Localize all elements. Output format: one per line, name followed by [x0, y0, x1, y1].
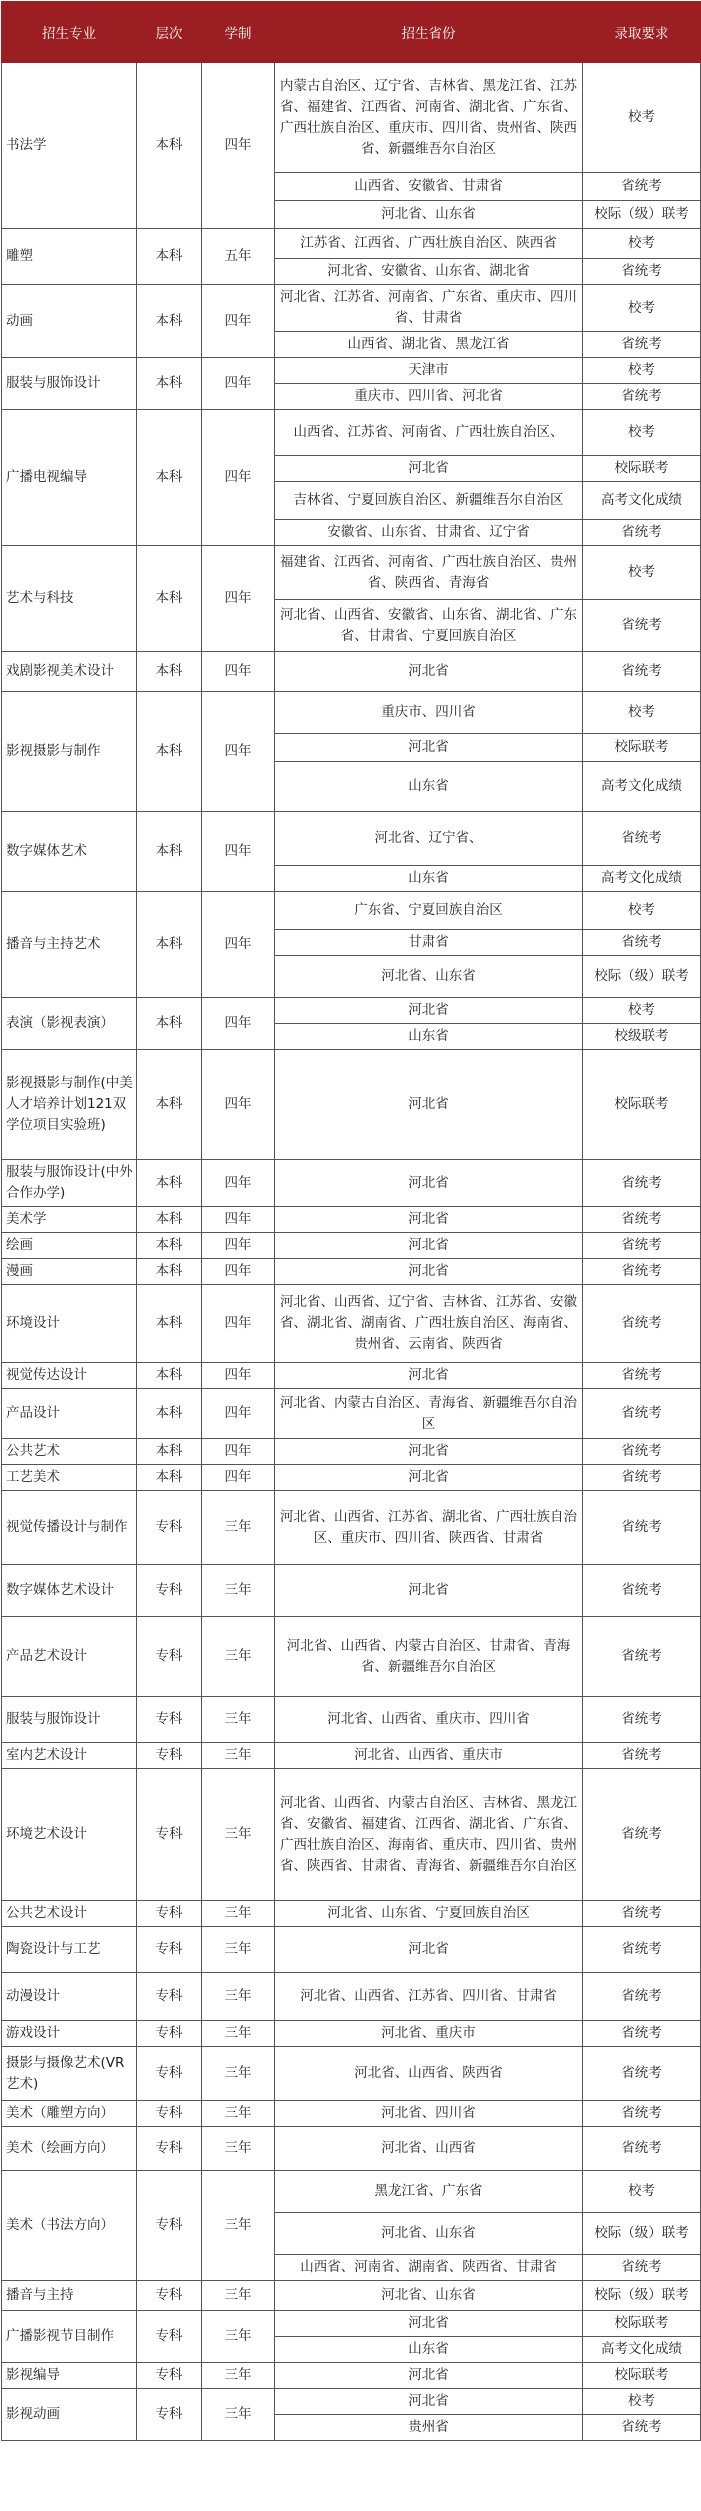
province-cell: 河北省、内蒙古自治区、青海省、新疆维吾尔自治区 [275, 1389, 583, 1439]
province-cell: 河北省 [275, 1259, 583, 1285]
level-cell: 本科 [137, 1050, 202, 1160]
table-row [2, 1769, 701, 1901]
table-row [2, 2127, 701, 2171]
requirement-cell: 省统考 [583, 652, 701, 692]
major-cell: 公共艺术 [2, 1439, 137, 1465]
table-row [2, 892, 701, 930]
province-cell: 河北省、山西省、内蒙古自治区、吉林省、黑龙江省、安徽省、福建省、江西省、湖北省、广东省、广西壮族自治区、海南省、重庆市、四川省、贵州省、陕西省、甘肃省、青海省、新疆维吾尔自治区 [275, 1769, 583, 1901]
province-cell: 贵州省 [275, 2415, 583, 2441]
requirement-cell: 高考文化成绩 [583, 866, 701, 892]
table-row [2, 1233, 701, 1259]
level-cell: 本科 [137, 285, 202, 358]
requirement-cell: 校际联考 [583, 734, 701, 762]
requirement-cell: 省统考 [583, 1927, 701, 1973]
requirement-cell: 校考 [583, 692, 701, 734]
requirement-cell: 省统考 [583, 1901, 701, 1927]
province-cell: 河北省、山西省、重庆市 [275, 1743, 583, 1769]
duration-cell: 四年 [202, 1259, 275, 1285]
table-row [2, 1901, 701, 1927]
province-cell: 山西省、河南省、湖南省、陕西省、甘肃省 [275, 2255, 583, 2281]
table-row [2, 1160, 701, 1207]
major-cell: 服装与服饰设计 [2, 358, 137, 410]
requirement-cell: 省统考 [583, 1389, 701, 1439]
major-cell: 艺术与科技 [2, 546, 137, 652]
duration-cell: 三年 [202, 2363, 275, 2389]
duration-cell: 三年 [202, 2021, 275, 2047]
province-cell: 河北省、山西省、辽宁省、吉林省、江苏省、安徽省、湖北省、湖南省、广西壮族自治区、海南省、贵州省、云南省、陕西省 [275, 1285, 583, 1363]
table-row [2, 1491, 701, 1565]
table-row [2, 1927, 701, 1973]
major-cell: 戏剧影视美术设计 [2, 652, 137, 692]
major-cell: 影视编导 [2, 2363, 137, 2389]
requirement-cell: 校级联考 [583, 1024, 701, 1050]
level-cell: 专科 [137, 1927, 202, 1973]
requirement-cell: 校考 [583, 63, 701, 173]
province-cell: 河北省、安徽省、山东省、湖北省 [275, 259, 583, 285]
duration-cell: 三年 [202, 1769, 275, 1901]
province-cell: 山东省 [275, 2337, 583, 2363]
major-cell: 影视动画 [2, 2389, 137, 2441]
header-provinces: 招生省份 [275, 2, 583, 63]
province-cell: 河北省、山西省、重庆市、四川省 [275, 1697, 583, 1743]
duration-cell: 四年 [202, 1050, 275, 1160]
requirement-cell: 校际联考 [583, 1050, 701, 1160]
province-cell: 河北省、山西省、江苏省、四川省、甘肃省 [275, 1973, 583, 2021]
requirement-cell: 高考文化成绩 [583, 2337, 701, 2363]
header-requirement: 录取要求 [583, 2, 701, 63]
level-cell: 本科 [137, 63, 202, 229]
requirement-cell: 省统考 [583, 1259, 701, 1285]
table-row [2, 2101, 701, 2127]
table-row [2, 1697, 701, 1743]
level-cell: 本科 [137, 1259, 202, 1285]
major-cell: 美术（雕塑方向） [2, 2101, 137, 2127]
header-duration: 学制 [202, 2, 275, 63]
requirement-cell: 校际（级）联考 [583, 2281, 701, 2311]
table-row [2, 2171, 701, 2213]
major-cell: 室内艺术设计 [2, 1743, 137, 1769]
major-cell: 美术学 [2, 1207, 137, 1233]
table-body [2, 63, 701, 2441]
province-cell: 吉林省、宁夏回族自治区、新疆维吾尔自治区 [275, 482, 583, 520]
requirement-cell: 校际联考 [583, 456, 701, 482]
major-cell: 书法学 [2, 63, 137, 229]
level-cell: 专科 [137, 2127, 202, 2171]
province-cell: 河北省、山西省、内蒙古自治区、甘肃省、青海省、新疆维吾尔自治区 [275, 1617, 583, 1697]
table-row [2, 2021, 701, 2047]
duration-cell: 三年 [202, 1491, 275, 1565]
province-cell: 河北省、山东省 [275, 2213, 583, 2255]
requirement-cell: 省统考 [583, 1160, 701, 1207]
province-cell: 河北省 [275, 456, 583, 482]
level-cell: 专科 [137, 2171, 202, 2281]
level-cell: 专科 [137, 1769, 202, 1901]
province-cell: 河北省 [275, 2311, 583, 2337]
duration-cell: 四年 [202, 63, 275, 229]
level-cell: 本科 [137, 1363, 202, 1389]
duration-cell: 三年 [202, 2389, 275, 2441]
requirement-cell: 校考 [583, 229, 701, 259]
major-cell: 广播电视编导 [2, 410, 137, 546]
major-cell: 环境艺术设计 [2, 1769, 137, 1901]
requirement-cell: 省统考 [583, 384, 701, 410]
table-row [2, 812, 701, 866]
requirement-cell: 省统考 [583, 1465, 701, 1491]
table-row [2, 1050, 701, 1160]
table-header-row [2, 2, 701, 63]
province-cell: 山西省、江苏省、河南省、广西壮族自治区、 [275, 410, 583, 456]
requirement-cell: 省统考 [583, 2021, 701, 2047]
requirement-cell: 省统考 [583, 332, 701, 358]
table-row [2, 546, 701, 600]
major-cell: 服装与服饰设计(中外合作办学) [2, 1160, 137, 1207]
table-row [2, 2311, 701, 2337]
major-cell: 雕塑 [2, 229, 137, 285]
requirement-cell: 省统考 [583, 1973, 701, 2021]
major-cell: 影视摄影与制作(中美人才培养计划121双学位项目实验班) [2, 1050, 137, 1160]
province-cell: 河北省、江苏省、河南省、广东省、重庆市、四川省、甘肃省 [275, 285, 583, 332]
province-cell: 重庆市、四川省、河北省 [275, 384, 583, 410]
major-cell: 数字媒体艺术 [2, 812, 137, 892]
major-cell: 公共艺术设计 [2, 1901, 137, 1927]
major-cell: 数字媒体艺术设计 [2, 1565, 137, 1617]
level-cell: 专科 [137, 1901, 202, 1927]
duration-cell: 三年 [202, 1927, 275, 1973]
province-cell: 山东省 [275, 1024, 583, 1050]
province-cell: 江苏省、江西省、广西壮族自治区、陕西省 [275, 229, 583, 259]
province-cell: 福建省、江西省、河南省、广西壮族自治区、贵州省、陕西省、青海省 [275, 546, 583, 600]
major-cell: 播音与主持 [2, 2281, 137, 2311]
province-cell: 广东省、宁夏回族自治区 [275, 892, 583, 930]
requirement-cell: 省统考 [583, 2047, 701, 2101]
province-cell: 河北省 [275, 1050, 583, 1160]
requirement-cell: 校考 [583, 546, 701, 600]
level-cell: 本科 [137, 892, 202, 998]
requirement-cell: 省统考 [583, 930, 701, 956]
duration-cell: 四年 [202, 1207, 275, 1233]
level-cell: 专科 [137, 1565, 202, 1617]
requirement-cell: 高考文化成绩 [583, 762, 701, 812]
province-cell: 河北省 [275, 1565, 583, 1617]
table-row [2, 1363, 701, 1389]
level-cell: 专科 [137, 1973, 202, 2021]
duration-cell: 四年 [202, 546, 275, 652]
province-cell: 河北省、辽宁省、 [275, 812, 583, 866]
major-cell: 广播影视节目制作 [2, 2311, 137, 2363]
province-cell: 山东省 [275, 866, 583, 892]
major-cell: 产品设计 [2, 1389, 137, 1439]
requirement-cell: 省统考 [583, 1697, 701, 1743]
table-row [2, 1565, 701, 1617]
duration-cell: 四年 [202, 358, 275, 410]
level-cell: 本科 [137, 652, 202, 692]
level-cell: 专科 [137, 1697, 202, 1743]
level-cell: 本科 [137, 358, 202, 410]
major-cell: 视觉传达设计 [2, 1363, 137, 1389]
duration-cell: 四年 [202, 410, 275, 546]
province-cell: 河北省 [275, 1439, 583, 1465]
requirement-cell: 校考 [583, 2171, 701, 2213]
requirement-cell: 高考文化成绩 [583, 482, 701, 520]
level-cell: 本科 [137, 1389, 202, 1439]
header-level: 层次 [137, 2, 202, 63]
level-cell: 专科 [137, 2311, 202, 2363]
requirement-cell: 省统考 [583, 1769, 701, 1901]
requirement-cell: 校考 [583, 998, 701, 1024]
requirement-cell: 校考 [583, 2389, 701, 2415]
province-cell: 河北省 [275, 652, 583, 692]
duration-cell: 四年 [202, 892, 275, 998]
requirement-cell: 校际联考 [583, 2363, 701, 2389]
major-cell: 摄影与摄像艺术(VR艺术) [2, 2047, 137, 2101]
province-cell: 河北省、山西省 [275, 2127, 583, 2171]
duration-cell: 四年 [202, 692, 275, 812]
level-cell: 本科 [137, 1207, 202, 1233]
level-cell: 本科 [137, 692, 202, 812]
level-cell: 专科 [137, 2047, 202, 2101]
table-row [2, 410, 701, 456]
level-cell: 专科 [137, 1491, 202, 1565]
major-cell: 视觉传播设计与制作 [2, 1491, 137, 1565]
requirement-cell: 校际（级）联考 [583, 956, 701, 998]
table-row [2, 1743, 701, 1769]
requirement-cell: 省统考 [583, 812, 701, 866]
major-cell: 美术（绘画方向） [2, 2127, 137, 2171]
level-cell: 本科 [137, 1233, 202, 1259]
requirement-cell: 校际（级）联考 [583, 201, 701, 229]
province-cell: 天津市 [275, 358, 583, 384]
major-cell: 产品艺术设计 [2, 1617, 137, 1697]
table-row [2, 358, 701, 384]
requirement-cell: 省统考 [583, 1439, 701, 1465]
duration-cell: 四年 [202, 812, 275, 892]
table-row [2, 1465, 701, 1491]
duration-cell: 四年 [202, 652, 275, 692]
requirement-cell: 省统考 [583, 1207, 701, 1233]
province-cell: 河北省 [275, 1207, 583, 1233]
table-row [2, 1439, 701, 1465]
requirement-cell: 省统考 [583, 1491, 701, 1565]
duration-cell: 四年 [202, 1160, 275, 1207]
requirement-cell: 省统考 [583, 1363, 701, 1389]
level-cell: 专科 [137, 2389, 202, 2441]
header-major: 招生专业 [2, 2, 137, 63]
duration-cell: 四年 [202, 1465, 275, 1491]
duration-cell: 三年 [202, 2047, 275, 2101]
duration-cell: 四年 [202, 285, 275, 358]
requirement-cell: 省统考 [583, 1565, 701, 1617]
requirement-cell: 省统考 [583, 2127, 701, 2171]
province-cell: 河北省、山西省、江苏省、湖北省、广西壮族自治区、重庆市、四川省、陕西省、甘肃省 [275, 1491, 583, 1565]
province-cell: 山西省、安徽省、甘肃省 [275, 173, 583, 201]
province-cell: 黑龙江省、广东省 [275, 2171, 583, 2213]
major-cell: 影视摄影与制作 [2, 692, 137, 812]
major-cell: 陶瓷设计与工艺 [2, 1927, 137, 1973]
province-cell: 河北省、山西省、陕西省 [275, 2047, 583, 2101]
requirement-cell: 校考 [583, 285, 701, 332]
province-cell: 河北省 [275, 998, 583, 1024]
level-cell: 本科 [137, 998, 202, 1050]
province-cell: 河北省、山西省、安徽省、山东省、湖北省、广东省、甘肃省、宁夏回族自治区 [275, 600, 583, 652]
requirement-cell: 校际（级）联考 [583, 2213, 701, 2255]
requirement-cell: 省统考 [583, 2415, 701, 2441]
duration-cell: 五年 [202, 229, 275, 285]
level-cell: 本科 [137, 812, 202, 892]
major-cell: 服装与服饰设计 [2, 1697, 137, 1743]
requirement-cell: 省统考 [583, 1233, 701, 1259]
duration-cell: 三年 [202, 2311, 275, 2363]
level-cell: 专科 [137, 1743, 202, 1769]
duration-cell: 四年 [202, 998, 275, 1050]
level-cell: 专科 [137, 2021, 202, 2047]
province-cell: 河北省、山东省 [275, 2281, 583, 2311]
table-row [2, 692, 701, 734]
table-row [2, 63, 701, 173]
requirement-cell: 省统考 [583, 2101, 701, 2127]
major-cell: 环境设计 [2, 1285, 137, 1363]
province-cell: 河北省 [275, 1927, 583, 1973]
duration-cell: 三年 [202, 1697, 275, 1743]
province-cell: 河北省 [275, 1160, 583, 1207]
duration-cell: 三年 [202, 1565, 275, 1617]
province-cell: 河北省、山东省、宁夏回族自治区 [275, 1901, 583, 1927]
level-cell: 本科 [137, 1285, 202, 1363]
duration-cell: 四年 [202, 1233, 275, 1259]
duration-cell: 三年 [202, 2127, 275, 2171]
requirement-cell: 省统考 [583, 1285, 701, 1363]
level-cell: 本科 [137, 229, 202, 285]
province-cell: 河北省、山东省 [275, 956, 583, 998]
requirement-cell: 省统考 [583, 1617, 701, 1697]
major-cell: 动漫设计 [2, 1973, 137, 2021]
duration-cell: 三年 [202, 2171, 275, 2281]
table-row [2, 1389, 701, 1439]
province-cell: 河北省、重庆市 [275, 2021, 583, 2047]
requirement-cell: 校际联考 [583, 2311, 701, 2337]
province-cell: 山西省、湖北省、黑龙江省 [275, 332, 583, 358]
table-row [2, 2281, 701, 2311]
level-cell: 专科 [137, 2363, 202, 2389]
major-cell: 工艺美术 [2, 1465, 137, 1491]
major-cell: 表演（影视表演） [2, 998, 137, 1050]
table-row [2, 652, 701, 692]
province-cell: 重庆市、四川省 [275, 692, 583, 734]
admission-table [1, 1, 701, 2441]
table-row [2, 2389, 701, 2415]
level-cell: 专科 [137, 2281, 202, 2311]
province-cell: 河北省、山东省 [275, 201, 583, 229]
province-cell: 内蒙古自治区、辽宁省、吉林省、黑龙江省、江苏省、福建省、江西省、河南省、湖北省、广东省、广西壮族自治区、重庆市、四川省、贵州省、陕西省、新疆维吾尔自治区 [275, 63, 583, 173]
table-row [2, 1973, 701, 2021]
level-cell: 本科 [137, 410, 202, 546]
table-row [2, 1617, 701, 1697]
requirement-cell: 校考 [583, 358, 701, 384]
province-cell: 河北省 [275, 1465, 583, 1491]
major-cell: 美术（书法方向） [2, 2171, 137, 2281]
requirement-cell: 校考 [583, 892, 701, 930]
major-cell: 播音与主持艺术 [2, 892, 137, 998]
duration-cell: 三年 [202, 1901, 275, 1927]
duration-cell: 四年 [202, 1363, 275, 1389]
requirement-cell: 省统考 [583, 1743, 701, 1769]
major-cell: 游戏设计 [2, 2021, 137, 2047]
table-row [2, 285, 701, 332]
duration-cell: 四年 [202, 1389, 275, 1439]
table-row [2, 2363, 701, 2389]
table-row [2, 998, 701, 1024]
table-row [2, 229, 701, 259]
requirement-cell: 省统考 [583, 259, 701, 285]
province-cell: 安徽省、山东省、甘肃省、辽宁省 [275, 520, 583, 546]
province-cell: 河北省 [275, 734, 583, 762]
level-cell: 本科 [137, 1160, 202, 1207]
major-cell: 漫画 [2, 1259, 137, 1285]
requirement-cell: 校考 [583, 410, 701, 456]
duration-cell: 四年 [202, 1439, 275, 1465]
requirement-cell: 省统考 [583, 520, 701, 546]
duration-cell: 四年 [202, 1285, 275, 1363]
level-cell: 专科 [137, 2101, 202, 2127]
level-cell: 本科 [137, 1465, 202, 1491]
level-cell: 专科 [137, 1617, 202, 1697]
duration-cell: 三年 [202, 2281, 275, 2311]
duration-cell: 三年 [202, 1973, 275, 2021]
table-row [2, 1285, 701, 1363]
province-cell: 河北省 [275, 1233, 583, 1259]
major-cell: 动画 [2, 285, 137, 358]
province-cell: 山东省 [275, 762, 583, 812]
requirement-cell: 省统考 [583, 173, 701, 201]
table-row [2, 2047, 701, 2101]
duration-cell: 三年 [202, 1743, 275, 1769]
duration-cell: 三年 [202, 1617, 275, 1697]
province-cell: 河北省 [275, 2363, 583, 2389]
province-cell: 河北省 [275, 2389, 583, 2415]
duration-cell: 三年 [202, 2101, 275, 2127]
table-row [2, 1259, 701, 1285]
major-cell: 绘画 [2, 1233, 137, 1259]
requirement-cell: 省统考 [583, 600, 701, 652]
requirement-cell: 省统考 [583, 2255, 701, 2281]
level-cell: 本科 [137, 1439, 202, 1465]
province-cell: 河北省、四川省 [275, 2101, 583, 2127]
province-cell: 河北省 [275, 1363, 583, 1389]
province-cell: 甘肃省 [275, 930, 583, 956]
table-row [2, 1207, 701, 1233]
level-cell: 本科 [137, 546, 202, 652]
